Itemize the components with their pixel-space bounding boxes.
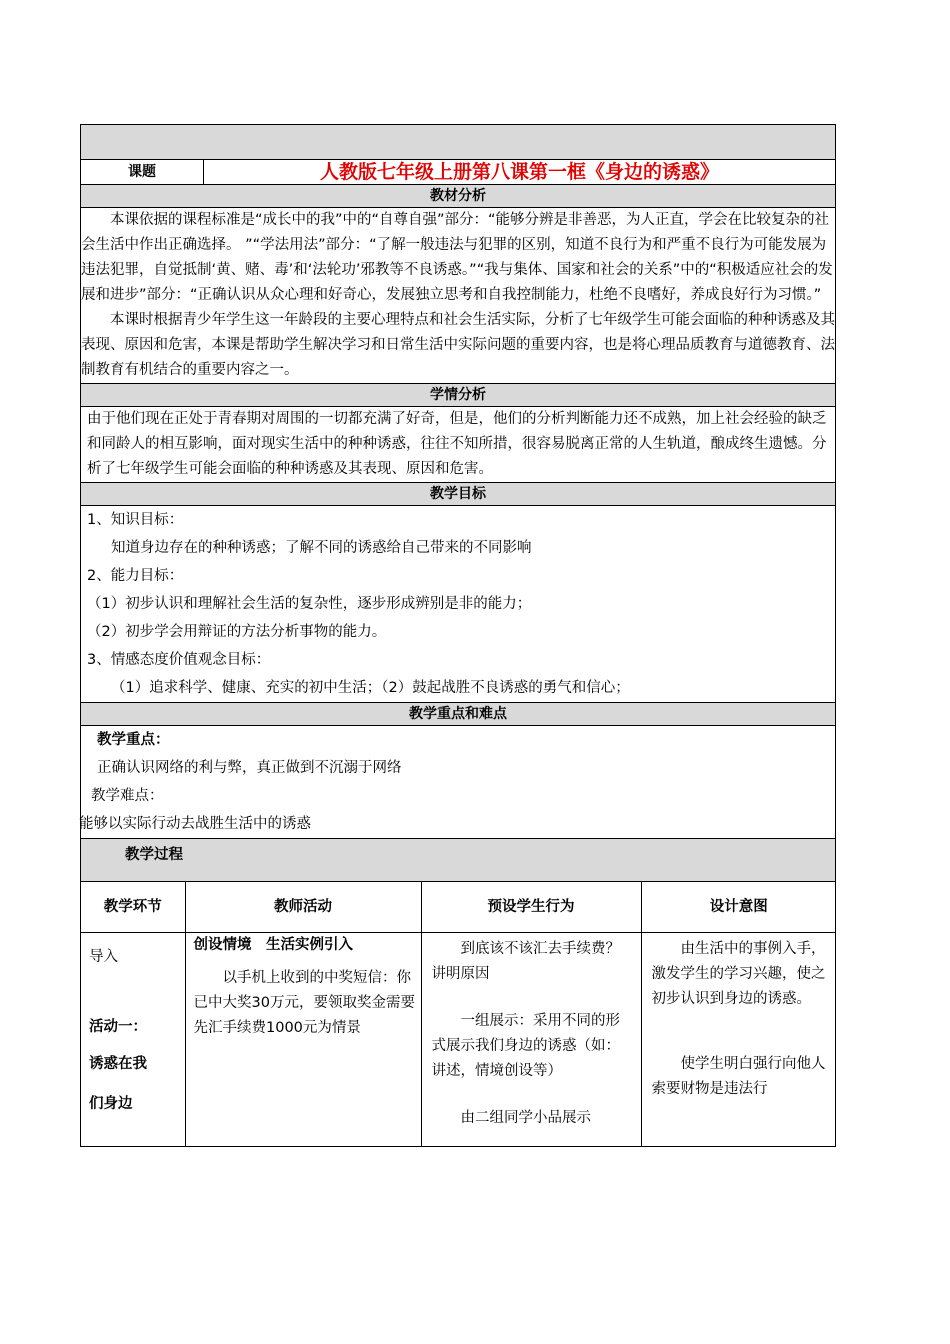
goal-line: 知道身边存在的种种诱惑；了解不同的诱惑给自己带来的不同影响 — [111, 540, 532, 556]
teaching-goals-header: 教学目标 — [81, 483, 836, 506]
column-header-stage: 教学环节 — [81, 882, 185, 932]
teacher-activity-cell — [185, 932, 421, 1146]
lesson-plan — [80, 124, 835, 1147]
key-points-body — [81, 726, 836, 839]
title-label: 课题 — [81, 160, 204, 185]
column-header-teacher: 教师活动 — [185, 882, 421, 932]
difficulty-label: 教学难点： — [91, 788, 164, 804]
goal-line: （2）初步学会用辩证的方法分析事物的能力。 — [87, 624, 387, 640]
stage-intro: 导入 — [89, 948, 118, 965]
goal-line: 1、知识目标： — [87, 512, 184, 528]
teaching-goals-body — [81, 506, 836, 703]
material-analysis-header: 教材分析 — [81, 185, 836, 208]
student-behavior: 由二组同学小品展示 — [460, 1109, 591, 1126]
goal-line: 3、情感态度价值观念目标： — [87, 652, 271, 668]
teacher-activity-title: 创设情境 生活实例引入 — [193, 936, 353, 953]
design-intent: 使学生明白强行向他人索要财物是违法行 — [651, 1055, 826, 1097]
goal-line: 2、能力目标： — [87, 568, 184, 584]
teaching-process-header: 教学过程 — [81, 839, 836, 882]
goal-line: （1）追求科学、健康、充实的初中生活；（2）鼓起战胜不良诱惑的勇气和信心； — [111, 680, 630, 696]
student-behavior: 一组展示：采用不同的形式展示我们身边的诱惑（如：讲述，情境创设等） — [431, 1012, 620, 1079]
key-points-header: 教学重点和难点 — [81, 703, 836, 726]
material-analysis-body — [81, 208, 836, 384]
design-intent-cell — [641, 932, 836, 1146]
top-gray-band — [81, 125, 836, 160]
stage-activity: 诱惑在我 — [89, 1055, 147, 1072]
design-intent: 由生活中的事例入手， 激发学生的学习兴趣，使之初步认识到身边的诱惑。 — [651, 940, 833, 1007]
material-paragraph: 本课依据的课程标准是“成长中的我”中的“自尊自强”部分：“能够分辨是非善恶，为人正直，学会在比较复杂的社会生活中作出正确选择。 ”“学法用法”部分：“了解一般违法与犯罪的区别，知道不良行为和严重不良行为可能发展为违法犯罪，自觉抵制‘黄、赌、毒’和‘法轮功’邪教等不良诱惑。”“我与集体、国家和社会的关系”中的“积极适应社会的发展和进步”部分：“正确认识从众心理和好奇心，发展独立思考和自我控制能力，杜绝不良嗜好，养成良好行为习惯。” — [81, 212, 833, 303]
stage-activity: 们身边 — [89, 1095, 133, 1112]
student-behavior-cell — [421, 932, 641, 1146]
stage-cell — [81, 932, 185, 1146]
process-table — [81, 882, 836, 1146]
student-analysis-body — [81, 407, 836, 483]
lesson-plan-table — [80, 124, 836, 1147]
student-analysis-text: 由于他们现在正处于青春期对周围的一切都充满了好奇，但是，他们的分析判断能力还不成熟，加上社会经验的缺乏和同龄人的相互影响，面对现实生活中的种种诱惑，往往不知所措，很容易脱离正常的人生轨道，酿成终生遗憾。分析了七年级学生可能会面临的种种诱惑及其表现、原因和危害。 — [87, 411, 827, 477]
student-analysis-header: 学情分析 — [81, 384, 836, 407]
focus-label: 教学重点： — [97, 732, 170, 748]
student-behavior: 到底该不该汇去手续费？讲明原因 — [431, 940, 620, 982]
column-header-student: 预设学生行为 — [421, 882, 641, 932]
difficulty-text: 能够以实际行动去战胜生活中的诱惑 — [79, 816, 311, 832]
stage-activity: 活动一： — [89, 1018, 147, 1035]
lesson-title: 人教版七年级上册第八课第一框《身边的诱惑》 — [204, 160, 836, 185]
goal-line: （1）初步认识和理解社会生活的复杂性，逐步形成辨别是非的能力； — [87, 596, 532, 612]
column-header-intent: 设计意图 — [641, 882, 836, 932]
teacher-activity-text: 以手机上收到的中奖短信：你已中大奖30万元，要领取奖金需要先汇手续费1000元为情景 — [193, 969, 415, 1036]
process-table-cell — [81, 882, 836, 1147]
focus-text: 正确认识网络的利与弊，真正做到不沉溺于网络 — [97, 760, 402, 776]
material-paragraph: 本课时根据青少年学生这一年龄段的主要心理特点和社会生活实际，分析了七年级学生可能会面临的种种诱惑及其表现、原因和危害，本课是帮助学生解决学习和日常生活中实际问题的重要内容，也是将心理品质教育与道德教育、法制教育有机结合的重要内容之一。 — [81, 312, 835, 378]
